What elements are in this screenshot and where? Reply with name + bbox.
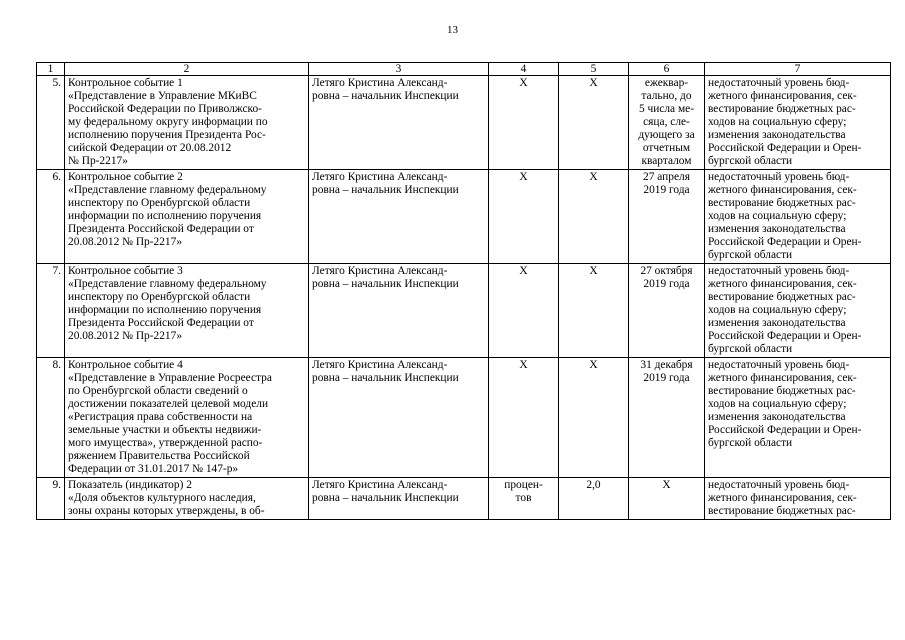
column-header: 5 — [559, 63, 629, 76]
responsible-cell: Летяго Кристина Александ- ровна – начальник Инспекции — [309, 76, 489, 170]
value-cell: X — [559, 264, 629, 358]
unit-cell: процен- тов — [489, 478, 559, 520]
risks-cell: недостаточный уровень бюд- жетного финансирования, сек- вестирование бюджетных рас- ходов на социальную сферу; изменения законодательства Российской Федерации и Орен- бургской области — [705, 170, 891, 264]
column-header: 3 — [309, 63, 489, 76]
column-header: 2 — [65, 63, 309, 76]
value-cell: 2,0 — [559, 478, 629, 520]
value-cell: X — [559, 76, 629, 170]
event-cell: Контрольное событие 3 «Представление главному федеральному инспектору по Оренбургской области информации по исполнению поручения Президента Российской Федерации от 20.08.2012 № Пр-2217» — [65, 264, 309, 358]
risks-cell: недостаточный уровень бюд- жетного финансирования, сек- вестирование бюджетных рас- ходов на социальную сферу; изменения законодательства Российской Федерации и Орен- бургской области — [705, 76, 891, 170]
unit-cell: X — [489, 170, 559, 264]
row-number: 8. — [37, 358, 65, 478]
table-row — [37, 76, 891, 170]
row-number: 5. — [37, 76, 65, 170]
responsible-cell: Летяго Кристина Александ- ровна – начальник Инспекции — [309, 264, 489, 358]
responsible-cell: Летяго Кристина Александ- ровна – начальник Инспекции — [309, 358, 489, 478]
deadline-cell: X — [629, 478, 705, 520]
risks-cell: недостаточный уровень бюд- жетного финансирования, сек- вестирование бюджетных рас- ходов на социальную сферу; изменения законодательства Российской Федерации и Орен- бургской области — [705, 358, 891, 478]
risks-cell: недостаточный уровень бюд- жетного финансирования, сек- вестирование бюджетных рас- — [705, 478, 891, 520]
row-number: 7. — [37, 264, 65, 358]
column-header: 1 — [37, 63, 65, 76]
column-header: 6 — [629, 63, 705, 76]
deadline-cell: 27 апреля 2019 года — [629, 170, 705, 264]
value-cell: X — [559, 358, 629, 478]
unit-cell: X — [489, 358, 559, 478]
plan-table — [36, 62, 891, 520]
unit-cell: X — [489, 76, 559, 170]
column-number-row — [37, 63, 891, 76]
row-number: 6. — [37, 170, 65, 264]
event-cell: Показатель (индикатор) 2 «Доля объектов культурного наследия, зоны охраны которых утверждены, в об- — [65, 478, 309, 520]
deadline-cell: ежеквар- тально, до 5 числа ме- сяца, сле- дующего за отчетным кварталом — [629, 76, 705, 170]
table-row — [37, 170, 891, 264]
page-number: 13 — [447, 24, 458, 36]
table-row — [37, 478, 891, 520]
deadline-cell: 27 октября 2019 года — [629, 264, 705, 358]
responsible-cell: Летяго Кристина Александ- ровна – начальник Инспекции — [309, 170, 489, 264]
event-cell: Контрольное событие 1 «Представление в Управление МКиВС Российской Федерации по Приволжско- му федеральному округу информации по исполнению поручения Президента Рос- сийской Федерации от 20.08.2012 № Пр-2217» — [65, 76, 309, 170]
event-cell: Контрольное событие 4 «Представление в Управление Росреестра по Оренбургской области сведений о достижении показателей целевой модели «Регистрация права собственности на земельные участки и объекты недвижи- мого имущества», утвержденной распо- ряжением Правительства Российской Федерации от 31.01.2017 № 147-р» — [65, 358, 309, 478]
row-number: 9. — [37, 478, 65, 520]
deadline-cell: 31 декабря 2019 года — [629, 358, 705, 478]
column-header: 4 — [489, 63, 559, 76]
table-row — [37, 264, 891, 358]
risks-cell: недостаточный уровень бюд- жетного финансирования, сек- вестирование бюджетных рас- ходов на социальную сферу; изменения законодательства Российской Федерации и Орен- бургской области — [705, 264, 891, 358]
column-header: 7 — [705, 63, 891, 76]
value-cell: X — [559, 170, 629, 264]
unit-cell: X — [489, 264, 559, 358]
event-cell: Контрольное событие 2 «Представление главному федеральному инспектору по Оренбургской области информации по исполнению поручения Президента Российской Федерации от 20.08.2012 № Пр-2217» — [65, 170, 309, 264]
table-row — [37, 358, 891, 478]
responsible-cell: Летяго Кристина Александ- ровна – начальник Инспекции — [309, 478, 489, 520]
